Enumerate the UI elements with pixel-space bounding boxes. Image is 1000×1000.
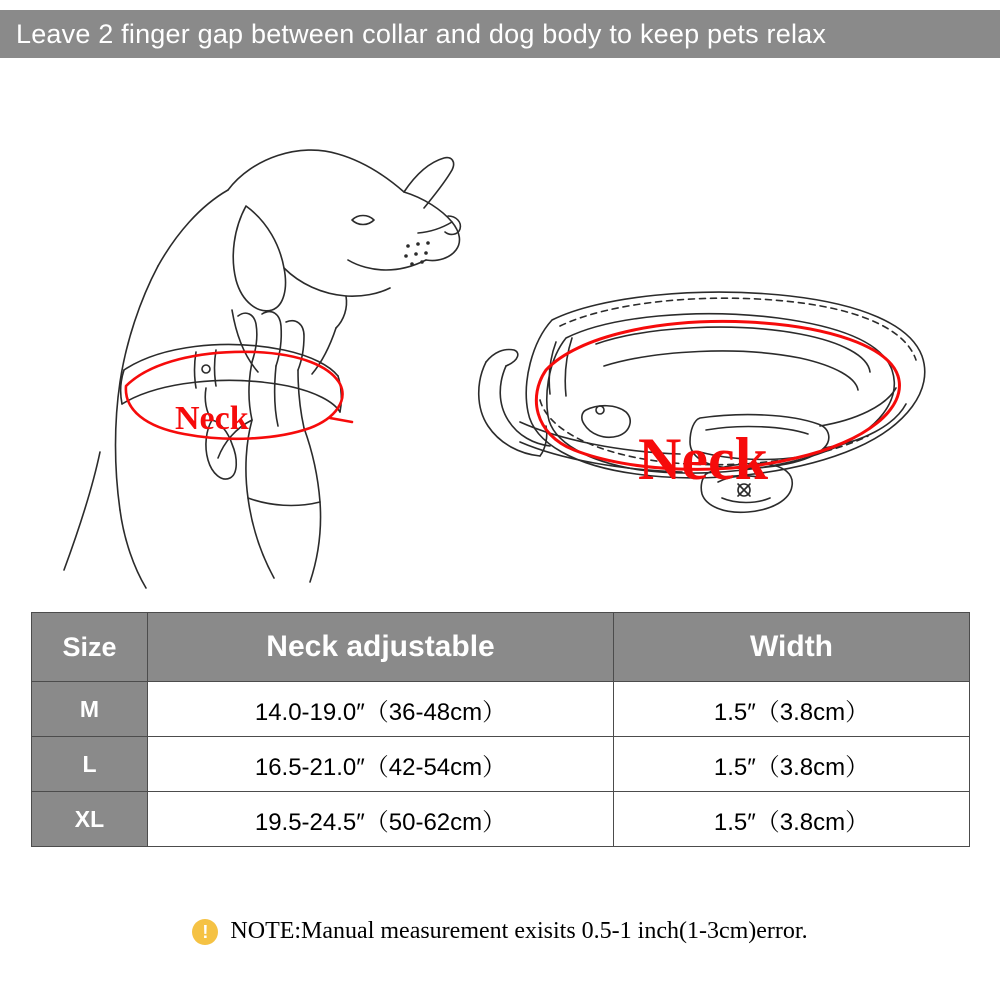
table-row: [32, 737, 970, 792]
note-text: NOTE:Manual measurement exisits 0.5-1 inch(1-3cm)error.: [230, 918, 808, 944]
cell-width: 1.5″（3.8cm）: [614, 737, 970, 792]
cell-width: 1.5″（3.8cm）: [614, 682, 970, 737]
exclamation-icon: !: [192, 919, 218, 945]
neck-label-left: Neck: [175, 400, 249, 437]
cell-size: L: [32, 737, 148, 792]
dog-head-sketch: [64, 150, 460, 588]
banner-text: Leave 2 finger gap between collar and dog body to keep pets relax: [16, 18, 827, 49]
size-chart-table: [31, 612, 970, 847]
header-neck-adjustable: Neck adjustable: [148, 613, 614, 682]
neck-label-right: Neck: [638, 426, 768, 492]
header-width: Width: [614, 613, 970, 682]
cell-size: XL: [32, 792, 148, 847]
header-size: Size: [32, 613, 148, 682]
cell-neck: 14.0-19.0″（36-48cm）: [148, 682, 614, 737]
table-header-row: [32, 613, 970, 682]
header-banner: [0, 10, 1000, 58]
cell-size: M: [32, 682, 148, 737]
table-row: [32, 792, 970, 847]
illustration-svg: [0, 70, 1000, 590]
note-row: [0, 918, 1000, 945]
illustration-area: [0, 70, 1000, 590]
cell-neck: 16.5-21.0″（42-54cm）: [148, 737, 614, 792]
table-row: [32, 682, 970, 737]
cell-width: 1.5″（3.8cm）: [614, 792, 970, 847]
cell-neck: 19.5-24.5″（50-62cm）: [148, 792, 614, 847]
